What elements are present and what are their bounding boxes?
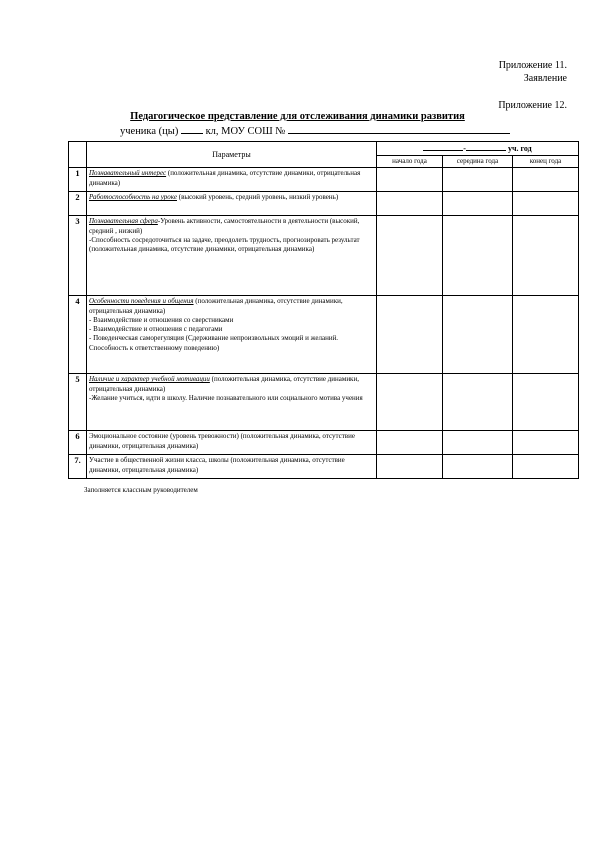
cell-start-of-year[interactable] bbox=[377, 455, 443, 479]
cell-end-of-year[interactable] bbox=[513, 455, 579, 479]
row-parameter bbox=[87, 168, 377, 192]
appendix-12-label: Приложение 12. bbox=[498, 100, 567, 111]
col-end-of-year: конец года bbox=[513, 156, 579, 168]
student-label: ученика (цы) bbox=[120, 126, 179, 137]
row-parameter bbox=[87, 431, 377, 455]
parameter-line: (положительная динамика, отсутствие динамики, отрицательная динамика) bbox=[89, 375, 359, 393]
col-middle-of-year: середина года bbox=[443, 156, 513, 168]
params-header: Параметры bbox=[87, 142, 377, 168]
table-row bbox=[69, 374, 579, 431]
row-number: 3 bbox=[69, 216, 87, 296]
row-number: 2 bbox=[69, 192, 87, 216]
row-number: 5 bbox=[69, 374, 87, 431]
appendix-header bbox=[499, 59, 567, 85]
cell-start-of-year[interactable] bbox=[377, 374, 443, 431]
parameter-line: -Способность сосредоточиться на задаче, преодолеть трудность, прогнозировать результат (положительная динамика, отсутствие динамики, отрицательная динамика) bbox=[89, 235, 360, 254]
document-title: Педагогическое представление для отслеживания динамики развития bbox=[130, 111, 465, 122]
school-number-blank bbox=[288, 124, 510, 134]
school-label: кл, МОУ СОШ № bbox=[205, 126, 286, 137]
parameter-line: - Поведенческая саморегуляция (Сдерживание непроизвольных эмоций и желаний. Способность к ответственному поведению) bbox=[89, 334, 339, 352]
cell-end-of-year[interactable] bbox=[513, 192, 579, 216]
cell-start-of-year[interactable] bbox=[377, 192, 443, 216]
cell-middle-of-year[interactable] bbox=[443, 168, 513, 192]
cell-end-of-year[interactable] bbox=[513, 374, 579, 431]
year-dash: - bbox=[463, 144, 466, 153]
parameter-title: Особенности поведения и общения bbox=[89, 297, 194, 306]
development-table bbox=[68, 141, 579, 479]
parameter-line: (высокий уровень, средний уровень, низкий уровень) bbox=[176, 193, 339, 202]
cell-end-of-year[interactable] bbox=[513, 296, 579, 374]
school-year-label: уч. год bbox=[507, 144, 532, 153]
school-year-header bbox=[377, 142, 579, 156]
parameter-title: Наличие и характер учебной мотивации bbox=[89, 375, 210, 384]
table-row bbox=[69, 216, 579, 296]
table-row bbox=[69, 192, 579, 216]
table-row bbox=[69, 168, 579, 192]
row-parameter bbox=[87, 374, 377, 431]
appendix-11-label: Приложение 11. bbox=[498, 60, 567, 71]
cell-start-of-year[interactable] bbox=[377, 296, 443, 374]
row-number: 4 bbox=[69, 296, 87, 374]
row-number: 6 bbox=[69, 431, 87, 455]
parameter-title: Познавательный интерес bbox=[89, 169, 167, 178]
cell-middle-of-year[interactable] bbox=[443, 455, 513, 479]
cell-middle-of-year[interactable] bbox=[443, 374, 513, 431]
class-blank bbox=[181, 124, 203, 134]
table-row bbox=[69, 296, 579, 374]
year-end-blank bbox=[466, 143, 506, 151]
table-row bbox=[69, 455, 579, 479]
parameter-line: -Желание учиться, идти в школу. Наличие познавательного или социального мотива учения bbox=[89, 393, 363, 402]
number-header bbox=[69, 142, 87, 168]
cell-middle-of-year[interactable] bbox=[443, 216, 513, 296]
parameter-title: Познавательная сфера bbox=[89, 217, 158, 226]
year-start-blank bbox=[423, 143, 463, 151]
cell-end-of-year[interactable] bbox=[513, 431, 579, 455]
table-row bbox=[69, 431, 579, 455]
parameter-line: -Уровень активности, самостоятельности в деятельности (высокий, средний , низкий) bbox=[89, 217, 360, 235]
row-parameter bbox=[87, 455, 377, 479]
col-start-of-year: начало года bbox=[377, 156, 443, 168]
cell-end-of-year[interactable] bbox=[513, 216, 579, 296]
parameter-line: Участие в общественной жизни класса, школы (положительная динамика, отсутствие динамики, отрицательная динамика) bbox=[89, 456, 345, 474]
row-parameter bbox=[87, 216, 377, 296]
cell-start-of-year[interactable] bbox=[377, 168, 443, 192]
row-parameter bbox=[87, 192, 377, 216]
cell-start-of-year[interactable] bbox=[377, 216, 443, 296]
cell-end-of-year[interactable] bbox=[513, 168, 579, 192]
parameter-line: - Взаимодействие и отношения с педагогами bbox=[89, 325, 223, 334]
cell-start-of-year[interactable] bbox=[377, 431, 443, 455]
row-number: 7. bbox=[69, 455, 87, 479]
cell-middle-of-year[interactable] bbox=[443, 192, 513, 216]
parameter-line: Эмоциональное состояние (уровень тревожности) (положительная динамика, отсутствие динамики, отрицательная динамика) bbox=[89, 432, 355, 450]
cell-middle-of-year[interactable] bbox=[443, 431, 513, 455]
row-number: 1 bbox=[69, 168, 87, 192]
statement-label: Заявление bbox=[523, 73, 567, 84]
parameter-line: - Взаимодействие и отношения со сверстниками bbox=[89, 315, 234, 324]
cell-middle-of-year[interactable] bbox=[443, 296, 513, 374]
parameter-line: (положительная динамика, отсутствие динамики, отрицательная динамика) bbox=[89, 169, 361, 187]
row-parameter bbox=[87, 296, 377, 374]
parameter-title: Работоспособность на уроке bbox=[89, 193, 177, 202]
parameter-line: (положительная динамика, отсутствие динамики, отрицательная динамика) bbox=[89, 297, 343, 315]
student-line bbox=[120, 124, 510, 137]
footer-note: Заполняется классным руководителем bbox=[84, 486, 198, 494]
